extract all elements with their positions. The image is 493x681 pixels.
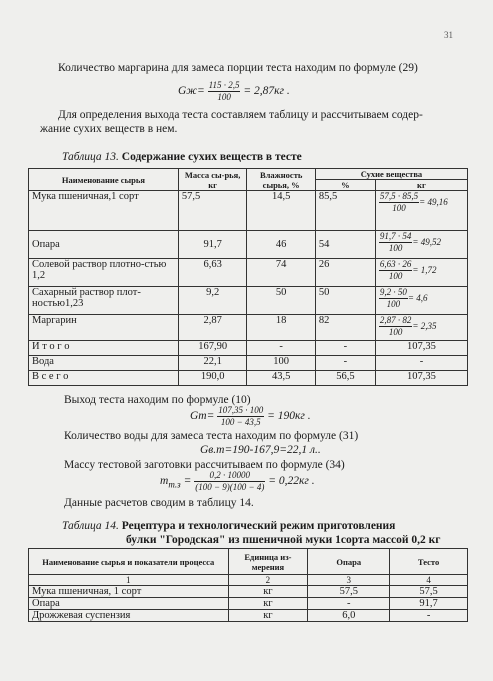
fraction-result: = 2,35 xyxy=(412,320,437,331)
t13-cell-percent: 82 xyxy=(315,315,375,341)
t14-cell-unit: кг xyxy=(228,598,308,610)
t13-cell-kg: 107,35 xyxy=(375,341,467,356)
t13-cell-percent: - xyxy=(315,341,375,356)
table13 xyxy=(28,168,468,386)
t13-cell-moisture: 50 xyxy=(247,287,316,315)
formula-rhs: = 2,87кг . xyxy=(243,85,290,98)
formula-equals: = xyxy=(180,475,195,488)
t13-header-mass: Масса сы-рья, кг xyxy=(178,169,247,191)
t14-cell-testo: 91,7 xyxy=(390,598,468,610)
t13-cell-percent: 26 xyxy=(315,259,375,287)
table14-caption-number: Таблица 14. xyxy=(62,520,119,532)
fraction-result: = 4,6 xyxy=(407,292,428,303)
t13-cell-name: Солевой раствор плотно-стью 1,2 xyxy=(29,259,179,287)
t13-cell-mass: 2,87 xyxy=(178,315,247,341)
t13-header-kg: кг xyxy=(375,180,467,191)
t14-cell-opara: - xyxy=(308,598,390,610)
fraction-numerator: 91,7 · 54 xyxy=(379,231,412,241)
fraction-denominator: 100 xyxy=(388,327,403,337)
fraction-numerator: 107,35 · 100 xyxy=(218,405,264,415)
paragraph-table-intro-1: Для определения выхода теста составляем таблицу и рассчитываем содер- xyxy=(58,109,423,121)
table-row xyxy=(29,610,468,622)
paragraph-water: Количество воды для замеса теста находим по формуле (31) xyxy=(64,430,359,442)
t13-cell-percent: 85,5 xyxy=(315,191,375,231)
table13-caption xyxy=(62,151,302,163)
t13-cell-mass: 167,90 xyxy=(178,341,247,356)
t13-header-name: Наименование сырья xyxy=(29,169,179,191)
table-row xyxy=(29,231,468,259)
t13-cell-percent: 50 xyxy=(315,287,375,315)
formula-fraction xyxy=(217,405,264,428)
paragraph-yield: Выход теста находим по формуле (10) xyxy=(64,394,251,406)
t13-cell-percent: 54 xyxy=(315,231,375,259)
t14-header-name: Наименование сырья и показатели процесса xyxy=(29,549,229,575)
table-row xyxy=(29,315,468,341)
paragraph-margarine: Количество маргарина для замеса порции теста находим по формуле (29) xyxy=(58,62,418,74)
t13-cell-name: Опара xyxy=(29,231,179,259)
t13-cell-kg xyxy=(375,315,467,341)
t14-colnum: 4 xyxy=(390,575,468,586)
t14-cell-name: Мука пшеничная, 1 сорт xyxy=(29,586,229,598)
t13-cell-mass: 6,63 xyxy=(178,259,247,287)
t13-cell-kg: - xyxy=(375,356,467,371)
t14-cell-testo: 57,5 xyxy=(390,586,468,598)
page-number: 31 xyxy=(444,30,453,40)
t13-cell-name: В с е г о xyxy=(29,371,179,386)
table-row xyxy=(29,598,468,610)
t14-cell-testo: - xyxy=(390,610,468,622)
paragraph-dough-mass: Массу тестовой заготовки рассчитываем по формуле (34) xyxy=(64,459,345,471)
t14-cell-opara: 57,5 xyxy=(308,586,390,598)
table-row xyxy=(29,356,468,371)
t13-cell-moisture: - xyxy=(247,341,316,356)
formula-rhs: = 0,22кг . xyxy=(268,475,315,488)
t13-cell-kg xyxy=(375,191,467,231)
t13-header-dry: Сухие вещества xyxy=(315,169,467,180)
t13-cell-mass: 91,7 xyxy=(178,231,247,259)
t14-cell-name: Дрожжевая суспензия xyxy=(29,610,229,622)
table-row xyxy=(29,341,468,356)
table-row xyxy=(29,371,468,386)
t13-cell-mass: 9,2 xyxy=(178,287,247,315)
table-row xyxy=(29,586,468,598)
formula-lhs: Gт= xyxy=(190,410,215,423)
fraction-result: = 49,16 xyxy=(419,196,448,207)
fraction-numerator: 2,87 · 82 xyxy=(379,315,412,325)
t14-cell-name: Опара xyxy=(29,598,229,610)
table13-caption-number: Таблица 13. xyxy=(62,151,119,163)
t13-cell-kg: 107,35 xyxy=(375,371,467,386)
t13-cell-kg xyxy=(375,231,467,259)
table14-caption-title: Рецептура и технологический режим приготовления xyxy=(121,520,396,532)
fraction-denominator: 100 − 43,5 xyxy=(220,417,261,427)
t13-header-moisture: Влажность сырья, % xyxy=(247,169,316,191)
fraction-result: = 1,72 xyxy=(412,264,437,275)
t13-cell-moisture: 74 xyxy=(247,259,316,287)
t13-cell-moisture: 18 xyxy=(247,315,316,341)
table-row xyxy=(29,259,468,287)
t13-cell-name: И т о г о xyxy=(29,341,179,356)
t13-cell-percent: 56,5 xyxy=(315,371,375,386)
fraction-result: = 49,52 xyxy=(412,236,441,247)
formula-margarine xyxy=(178,80,290,103)
formula-fraction xyxy=(194,470,265,493)
t14-header-unit: Единица из-мерения xyxy=(228,549,308,575)
t14-colnum: 2 xyxy=(228,575,308,586)
t14-colnum: 1 xyxy=(29,575,229,586)
t14-header-testo: Тесто xyxy=(390,549,468,575)
t13-cell-kg xyxy=(375,259,467,287)
fraction-numerator: 115 · 2,5 xyxy=(208,80,240,90)
table-row xyxy=(29,287,468,315)
t13-cell-percent: - xyxy=(315,356,375,371)
fraction-numerator: 9,2 · 50 xyxy=(379,287,407,297)
formula-lhs: m xyxy=(160,475,169,488)
table-row xyxy=(29,191,468,231)
t14-cell-unit: кг xyxy=(228,586,308,598)
t13-cell-name: Сахарный раствор плот-ностью1,23 xyxy=(29,287,179,315)
formula-water: Gв.т=190-167,9=22,1 л.. xyxy=(200,444,321,456)
formula-subscript: т.з xyxy=(168,479,181,490)
table13-caption-title: Содержание сухих веществ в тесте xyxy=(121,151,302,163)
fraction-denominator: 100 xyxy=(386,299,401,309)
t14-colnum: 3 xyxy=(308,575,390,586)
formula-yield xyxy=(190,405,311,428)
formula-dough-mass xyxy=(160,470,315,493)
t13-cell-name: Мука пшеничная,1 сорт xyxy=(29,191,179,231)
fraction-denominator: 100 xyxy=(388,271,403,281)
t13-cell-moisture: 43,5 xyxy=(247,371,316,386)
fraction-denominator: 100 xyxy=(217,92,231,102)
t14-cell-unit: кг xyxy=(228,610,308,622)
fraction-denominator: 100 xyxy=(388,243,403,253)
t13-cell-mass: 22,1 xyxy=(178,356,247,371)
t13-cell-mass: 57,5 xyxy=(178,191,247,231)
t13-cell-kg xyxy=(375,287,467,315)
t14-cell-opara: 6,0 xyxy=(308,610,390,622)
t13-cell-name: Маргарин xyxy=(29,315,179,341)
paragraph-summary: Данные расчетов сводим в таблицу 14. xyxy=(64,497,254,509)
formula-fraction xyxy=(208,80,241,103)
t13-cell-moisture: 46 xyxy=(247,231,316,259)
table14-caption-subtitle: булки "Городская" из пшеничной муки 1сорта массой 0,2 кг xyxy=(126,534,441,546)
fraction-numerator: 0,2 · 10000 xyxy=(194,470,265,482)
formula-lhs: Gж= xyxy=(178,85,205,98)
fraction-denominator: (100 − 9)(100 − 4) xyxy=(195,482,265,492)
fraction-numerator: 57,5 · 85,5 xyxy=(379,191,419,201)
paragraph-table-intro-2: жание сухих веществ в нем. xyxy=(40,123,178,135)
t13-cell-name: Вода xyxy=(29,356,179,371)
t13-cell-moisture: 100 xyxy=(247,356,316,371)
formula-rhs: = 190кг . xyxy=(267,410,311,423)
table14 xyxy=(28,548,468,622)
fraction-numerator: 6,63 · 26 xyxy=(379,259,412,269)
table14-caption xyxy=(62,520,395,532)
t14-header-opara: Опара xyxy=(308,549,390,575)
t13-cell-mass: 190,0 xyxy=(178,371,247,386)
t13-cell-moisture: 14,5 xyxy=(247,191,316,231)
t13-header-percent: % xyxy=(315,180,375,191)
fraction-denominator: 100 xyxy=(392,203,406,213)
